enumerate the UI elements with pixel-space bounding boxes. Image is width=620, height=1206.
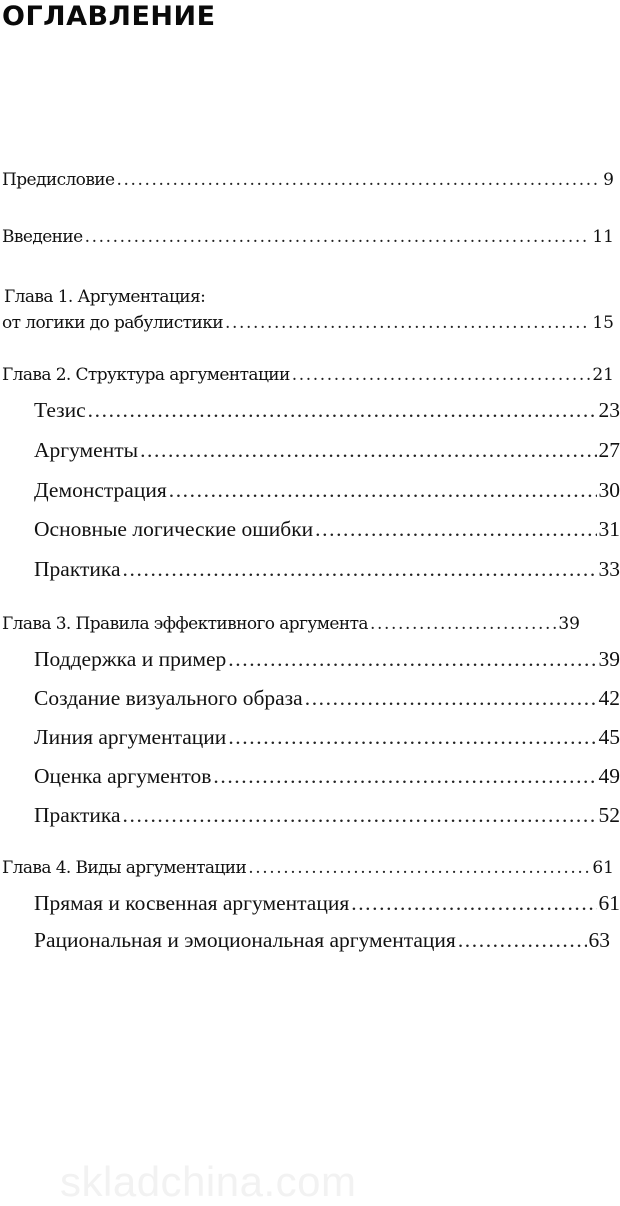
toc-chapter-2[interactable] [2, 365, 614, 385]
toc-page-number: 23 [599, 398, 620, 423]
toc-section-rational-emotional[interactable] [34, 928, 610, 953]
page-title: ОГЛАВЛЕНИЕ [2, 0, 216, 34]
dot-leader [315, 517, 596, 542]
dot-leader [248, 858, 590, 878]
toc-entry-preface[interactable] [2, 170, 614, 190]
dot-leader [370, 614, 556, 634]
toc-entry-label: Поддержка и пример [34, 647, 226, 672]
toc-entry-label: Основные логические ошибки [34, 517, 313, 542]
toc-page-number: 49 [599, 764, 620, 789]
toc-entry-label: Практика [34, 803, 121, 828]
toc-page-number: 61 [592, 858, 614, 878]
dot-leader [351, 891, 596, 916]
toc-page-number: 42 [599, 686, 620, 711]
toc-section-line-of-argument[interactable] [34, 725, 620, 750]
toc-entry-label: Линия аргументации [34, 725, 226, 750]
toc-section-direct-indirect[interactable] [34, 891, 620, 916]
toc-page-number: 33 [599, 557, 620, 582]
toc-page-number: 31 [599, 517, 620, 542]
toc-entry-label: от логики до рабулистики [2, 313, 223, 333]
toc-section-support-example[interactable] [34, 647, 620, 672]
toc-entry-label: Предисловие [2, 170, 114, 190]
toc-page-number: 11 [592, 227, 614, 247]
toc-page-number: 61 [599, 891, 620, 916]
toc-entry-label: Прямая и косвенная аргументация [34, 891, 349, 916]
watermark: skladchina.com [60, 1158, 356, 1206]
toc-page-number: 39 [558, 614, 580, 634]
toc-page-number: 21 [592, 365, 614, 385]
dot-leader [116, 170, 601, 190]
toc-entry-label: Глава 4. Виды аргументации [2, 858, 246, 878]
dot-leader [169, 478, 597, 503]
dot-leader [123, 803, 597, 828]
toc-section-logical-errors[interactable] [34, 517, 620, 542]
toc-page-number: 15 [592, 313, 614, 333]
dot-leader [88, 398, 597, 423]
toc-entry-label: Оценка аргументов [34, 764, 211, 789]
toc-section-thesis[interactable] [34, 398, 620, 423]
toc-page-number: 9 [603, 170, 614, 190]
toc-chapter-1[interactable] [2, 313, 614, 333]
toc-page-number: 30 [599, 478, 620, 503]
toc-chapter-4[interactable] [2, 858, 614, 878]
dot-leader [228, 725, 596, 750]
dot-leader [305, 686, 597, 711]
toc-entry-label: Тезис [34, 398, 86, 423]
toc-section-demonstration[interactable] [34, 478, 620, 503]
toc-entry-introduction[interactable] [2, 227, 614, 247]
toc-entry-label: Глава 3. Правила эффективного аргумента [2, 614, 368, 634]
toc-entry-label: Создание визуального образа [34, 686, 303, 711]
toc-entry-label: Демонстрация [34, 478, 167, 503]
dot-leader [458, 928, 587, 953]
toc-page-number: 45 [599, 725, 620, 750]
toc-section-evaluation[interactable] [34, 764, 620, 789]
toc-chapter-3[interactable] [2, 614, 580, 634]
toc-page-number: 63 [589, 928, 611, 953]
toc-page-number: 39 [599, 647, 620, 672]
dot-leader [225, 313, 590, 333]
dot-leader [213, 764, 596, 789]
dot-leader [85, 227, 591, 247]
toc-page-number: 27 [599, 438, 620, 463]
dot-leader [228, 647, 596, 672]
toc-entry-label: Аргументы [34, 438, 138, 463]
dot-leader [123, 557, 597, 582]
toc-section-visual-image[interactable] [34, 686, 620, 711]
toc-entry-label: Введение [2, 227, 83, 247]
toc-chapter-1-title-line1[interactable]: Глава 1. Аргументация: [4, 287, 205, 307]
toc-entry-label: Практика [34, 557, 121, 582]
toc-entry-label: Рациональная и эмоциональная аргументация [34, 928, 456, 953]
toc-page-number: 52 [599, 803, 620, 828]
toc-section-arguments[interactable] [34, 438, 620, 463]
dot-leader [292, 365, 591, 385]
dot-leader [140, 438, 596, 463]
toc-section-practice-3[interactable] [34, 803, 620, 828]
toc-section-practice-2[interactable] [34, 557, 620, 582]
toc-entry-label: Глава 2. Структура аргументации [2, 365, 290, 385]
